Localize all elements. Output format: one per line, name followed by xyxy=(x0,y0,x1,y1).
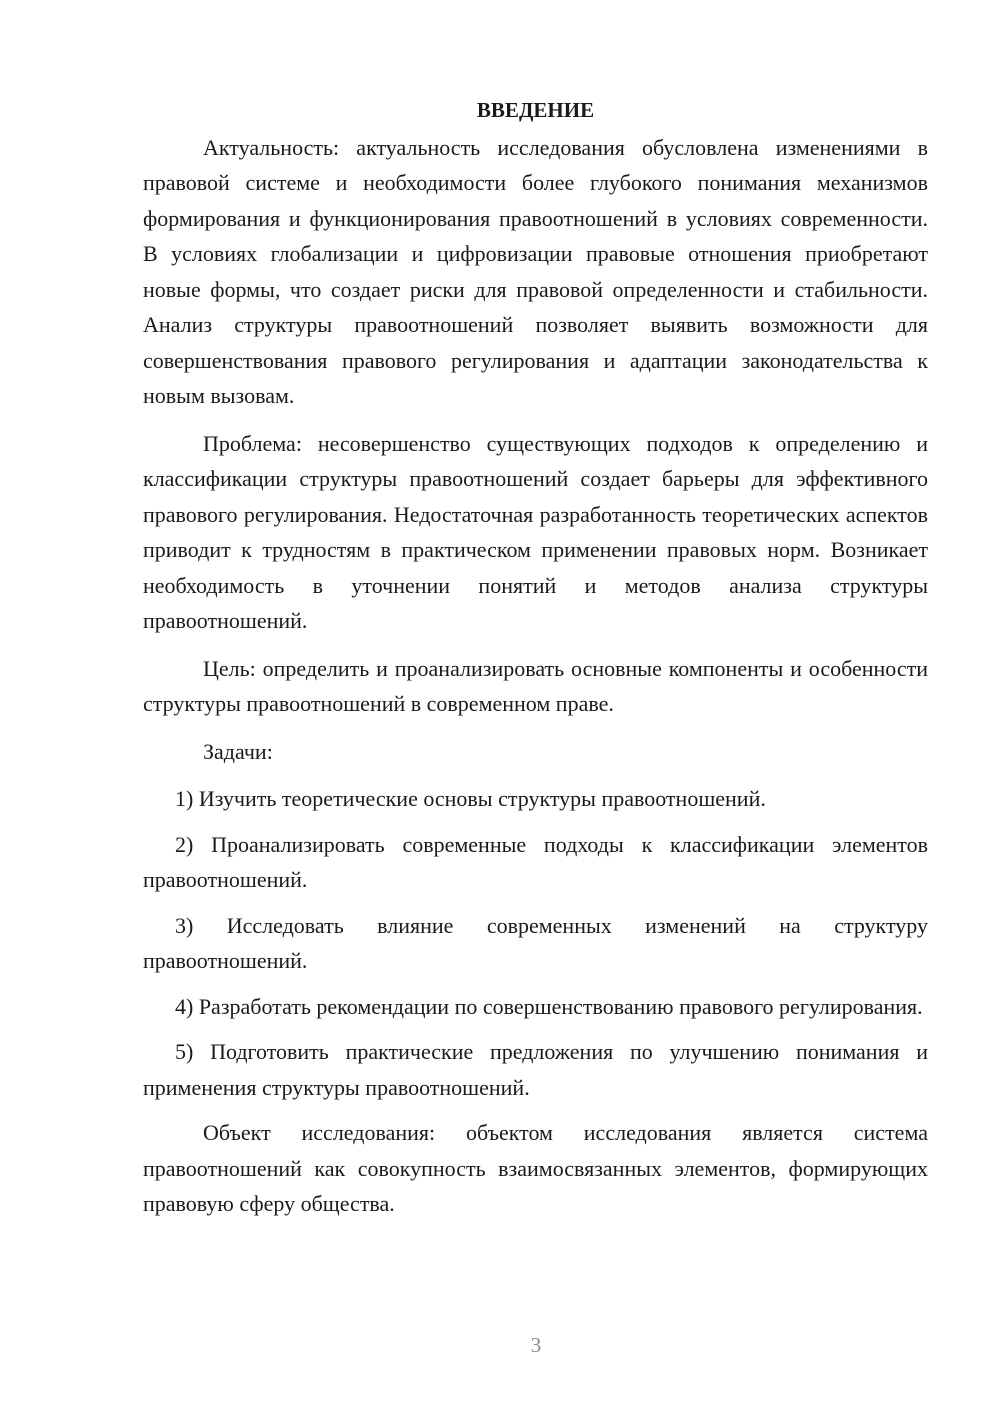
page-heading: ВВЕДЕНИЕ xyxy=(476,98,595,122)
page-content xyxy=(143,93,928,1234)
task-item-1: 1) Изучить теоретические основы структуры правоотношений. xyxy=(175,786,766,811)
problem-paragraph: Проблема: несовершенство существующих подходов к определению и классификации структуры правоотношений создает барьеры для эффективного правового регулирования. Недостаточная разработанность теоретических аспектов приводит к трудностям в практическом применении правовых норм. Возникает необходимость в уточнении понятий и методов анализа структуры правоотношений. xyxy=(143,430,928,633)
task-item-4: 4) Разработать рекомендации по совершенствованию правового регулирования. xyxy=(175,993,923,1019)
task-item-5: 5) Подготовить практические предложения по улучшению понимания и применения структуры правоотношений. xyxy=(143,1039,928,1100)
tasks-heading: Задачи: xyxy=(203,738,273,764)
page-number: 3 xyxy=(530,1333,542,1357)
task-item-3: 3) Исследовать влияние современных изменений на структуру правоотношений. xyxy=(143,912,928,973)
object-paragraph: Объект исследования: объектом исследования является система правоотношений как совокупность взаимосвязанных элементов, формирующих правовую сферу общества. xyxy=(143,1120,928,1216)
task-item-2: 2) Проанализировать современные подходы к классификации элементов правоотношений. xyxy=(143,831,928,892)
relevance-paragraph: Актуальность: актуальность исследования обусловлена изменениями в правовой системе и необходимости более глубокого понимания механизмов формирования и функционирования правоотношений в условиях современности. В условиях глобализации и цифровизации правовые отношения приобретают новые формы, что создает риски для правовой определенности и стабильности. Анализ структуры правоотношений позволяет выявить возможности для совершенствования правового регулирования и адаптации законодательства к новым вызовам. xyxy=(143,134,928,408)
goal-paragraph: Цель: определить и проанализировать основные компоненты и особенности структуры правоотношений в современном праве. xyxy=(143,655,928,716)
